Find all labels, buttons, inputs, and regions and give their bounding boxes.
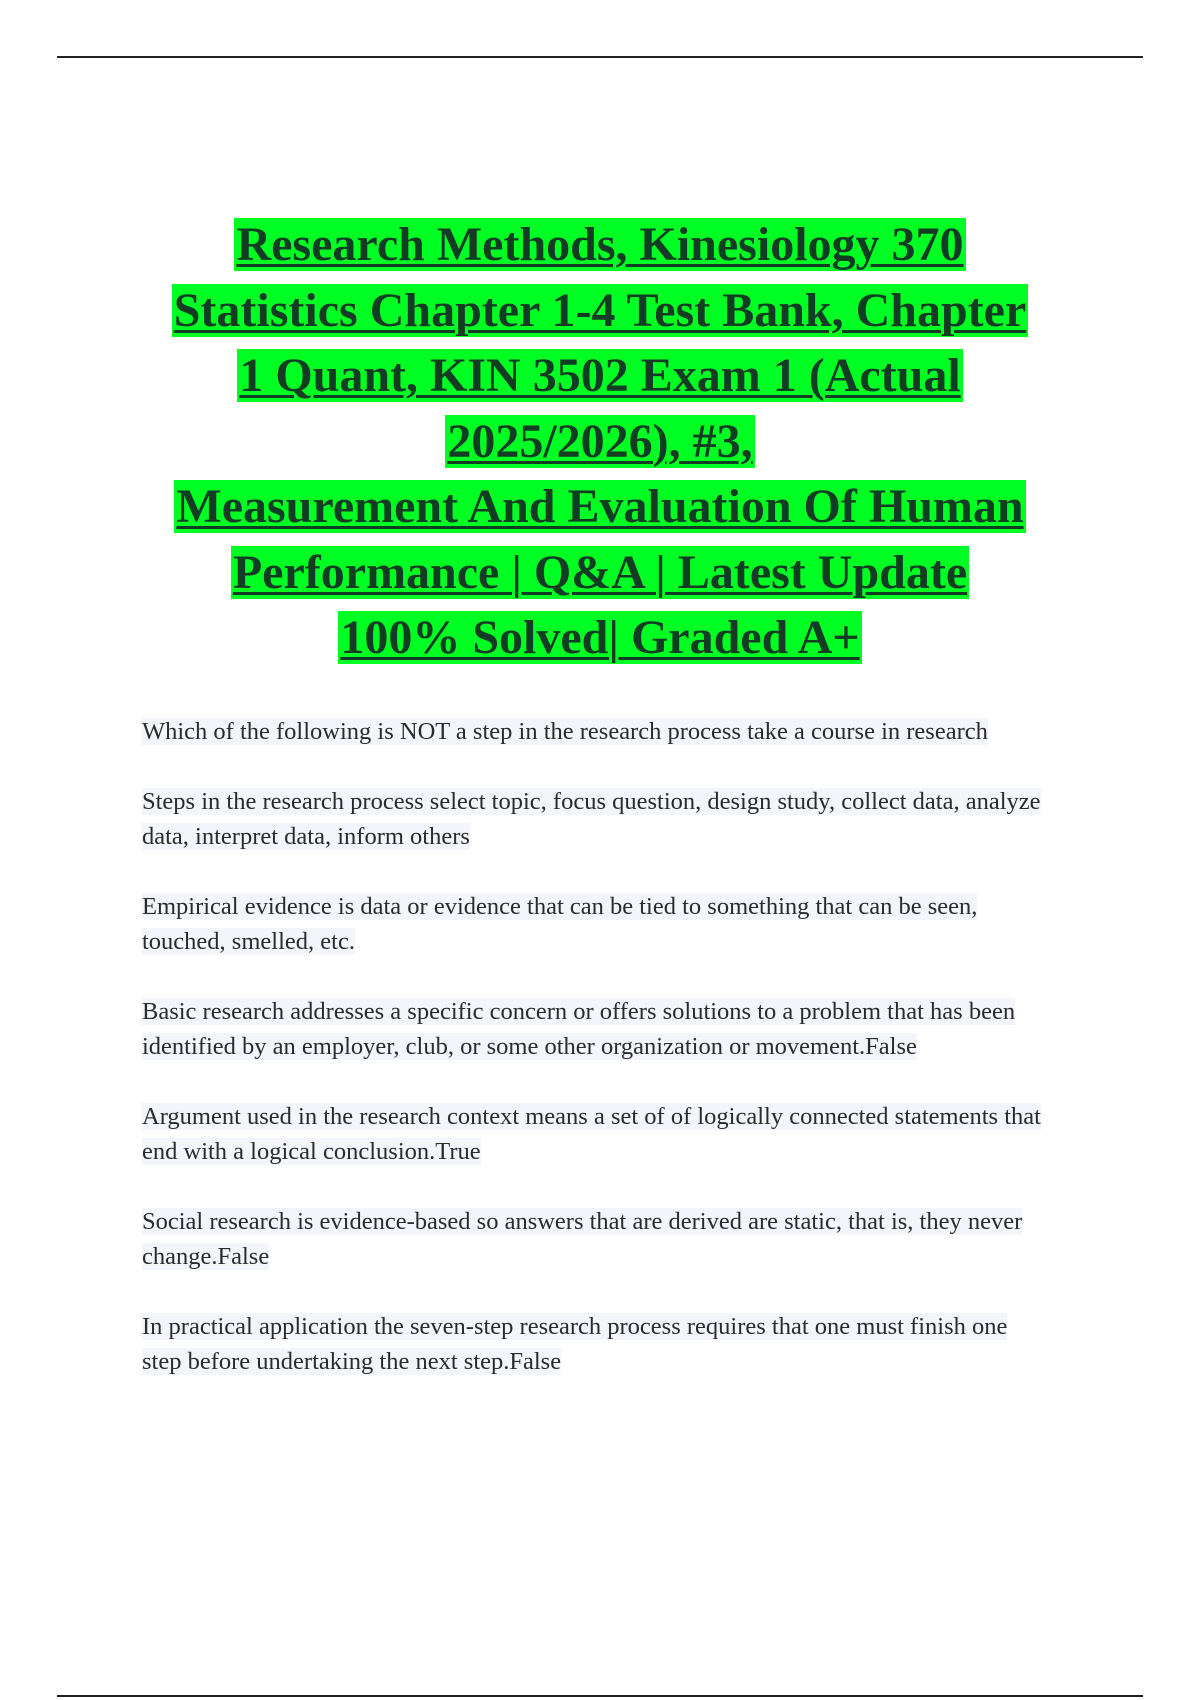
title-line: Measurement And Evaluation Of Human — [176, 480, 1024, 533]
qa-item-text: Steps in the research process select topic, focus question, design study, collect data, analyze data, interpret data, inform others — [142, 788, 1041, 850]
qa-item-text: Basic research addresses a specific concern or offers solutions to a problem that has been identified by an employer, club, or some other organization or movement.False — [142, 998, 1016, 1060]
title-line: Performance | Q&A | Latest Update — [232, 545, 968, 599]
title-line: 2025/2026), #3, — [447, 414, 753, 468]
qa-item-text: Which of the following is NOT a step in the research process take a course in research — [142, 718, 988, 745]
qa-item — [142, 1204, 1042, 1274]
qa-item — [142, 1099, 1042, 1169]
qa-item — [142, 1309, 1042, 1379]
title-line: Statistics Chapter 1-4 Test Bank, Chapter — [173, 283, 1027, 337]
document-title — [110, 212, 1090, 671]
bottom-rule — [57, 1695, 1143, 1697]
qa-item-text: Empirical evidence is data or evidence that can be tied to something that can be seen, touched, smelled, etc. — [142, 893, 978, 955]
qa-item — [142, 994, 1042, 1064]
qa-list — [142, 714, 1042, 1414]
title-line: 1 Quant, KIN 3502 Exam 1 (Actual — [239, 349, 961, 402]
title-line: Research Methods, Kinesiology 370 — [236, 218, 964, 271]
qa-item-text: Argument used in the research context means a set of of logically connected statements that end with a logical conclusion.True — [142, 1103, 1041, 1165]
title-line: 100% Solved| Graded A+ — [340, 611, 860, 664]
top-rule — [57, 56, 1143, 58]
qa-item-text: In practical application the seven-step research process requires that one must finish one step before undertaking the next step.False — [142, 1313, 1008, 1375]
qa-item — [142, 889, 1042, 959]
qa-item — [142, 714, 1042, 749]
qa-item — [142, 784, 1042, 854]
qa-item-text: Social research is evidence-based so answers that are derived are static, that is, they never change.False — [142, 1208, 1023, 1270]
